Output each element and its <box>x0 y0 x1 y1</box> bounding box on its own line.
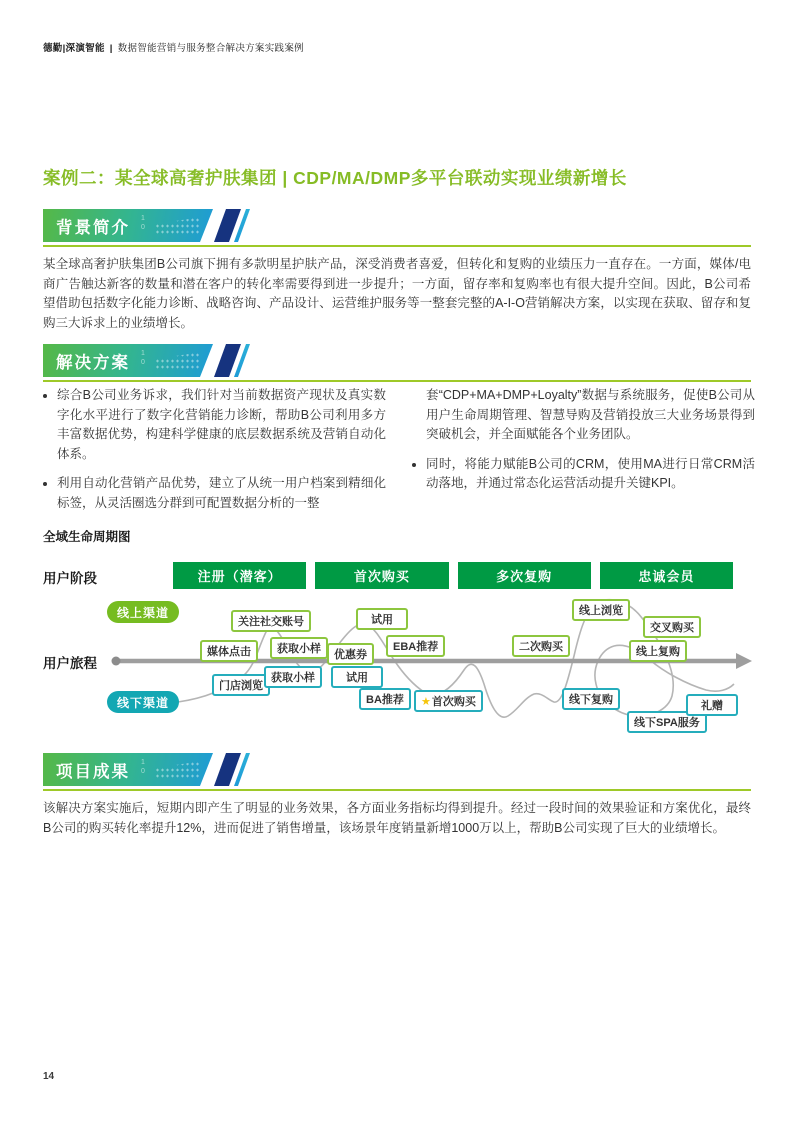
journey-node-ba-recommend: BA推荐 <box>359 688 411 710</box>
journey-arrowhead-icon <box>736 653 752 669</box>
journey-start-dot <box>112 657 121 666</box>
brand-name: 德勤|深演智能 <box>43 43 105 54</box>
journey-node-cross-purchase: 交叉购买 <box>643 616 701 638</box>
journey-node-online-browse: 线上浏览 <box>572 599 630 621</box>
stage-first-purchase: 首次购买 <box>315 562 448 589</box>
stage-row-label: 用户阶段 <box>43 571 97 586</box>
stage-repeat-purchase: 多次复购 <box>458 562 591 589</box>
journey-node-first-purchase-milestone <box>414 690 483 712</box>
stage-register: 注册（潜客） <box>173 562 306 589</box>
journey-node-offline-repurchase: 线下复购 <box>562 688 620 710</box>
section-heading-results: 项目成果 <box>56 762 130 781</box>
section-rule <box>43 789 751 791</box>
journey-node-gift: 礼赠 <box>686 694 738 716</box>
milestone-label: 首次购买 <box>431 696 476 708</box>
deco-digit: 1 <box>141 759 146 766</box>
deco-digit: 0 <box>141 359 146 366</box>
page-title: 案例二：某全球高奢护肤集团 | CDP/MA/DMP多平台联动实现业绩新增长 <box>43 168 627 188</box>
diagram-title: 全域生命周期图 <box>43 530 131 544</box>
header-subtitle: 数据智能营销与服务整合解决方案实践案例 <box>117 43 304 54</box>
section-heading-background: 背景简介 <box>56 218 130 237</box>
solution-bullet: • 同时，将能力赋能B公司的CRM，使用MA进行日常CRM活动落地，并通过常态化运营活动提升关键KPI。 <box>426 455 755 494</box>
deco-digit: 1 <box>141 350 146 357</box>
solution-continuation: 套“CDP+MA+DMP+Loyalty”数据与系统服务，促使B公司从用户生命周期管理、智慧导购及营销投放三大业务场景得到突破机会，并全面赋能各个业务团队。 <box>426 388 755 441</box>
offline-channel-pill: 线下渠道 <box>107 691 179 713</box>
section-heading-solution: 解决方案 <box>56 353 130 372</box>
solution-bullet: • 利用自动化营销产品优势，建立了从统一用户档案到精细化标签，从灵活圈选分群到可配置数据分析的一整 <box>57 474 386 513</box>
journey-node-get-sample-online: 获取小样 <box>270 637 328 659</box>
header-divider: | <box>109 43 113 54</box>
deco-digit: 1 <box>141 215 146 222</box>
journey-node-media-click: 媒体点击 <box>200 640 258 662</box>
section-banner-results <box>43 753 253 786</box>
journey-node-online-repurchase: 线上复购 <box>629 640 687 662</box>
journey-node-follow-social: 关注社交账号 <box>231 610 311 632</box>
page-number: 14 <box>43 1071 55 1082</box>
deco-digit: 0 <box>141 224 146 231</box>
journey-node-get-sample-offline: 获取小样 <box>264 666 322 688</box>
solution-bullet: • 综合B公司业务诉求，我们针对当前数据资产现状及真实数字化水平进行了数字化营销能力诊断，帮助B公司利用多方丰富数据优势，构建科学健康的底层数据系统及营销自动化体系。 <box>57 386 386 464</box>
online-channel-pill: 线上渠道 <box>107 601 179 623</box>
stage-loyal-member: 忠诚会员 <box>600 562 733 589</box>
journey-node-trial-online: 试用 <box>356 608 408 630</box>
journey-row-label: 用户旅程 <box>43 656 97 671</box>
journey-node-eba-recommend: EBA推荐 <box>386 635 445 657</box>
star-icon: ★ <box>421 696 431 708</box>
journey-node-trial-offline: 试用 <box>331 666 383 688</box>
deco-digit: 0 <box>141 768 146 775</box>
journey-node-offline-spa: 线下SPA服务 <box>627 711 707 733</box>
results-body: 该解决方案实施后，短期内即产生了明显的业务效果，各方面业务指标均得到提升。经过一段时间的效果验证和方案优化，最终B公司的购买转化率提升12%，进而促进了销售增量，该场景年度销量新增1000万以上，帮助B公司实现了巨大的业绩增长。 <box>43 801 751 835</box>
journey-node-store-browse: 门店浏览 <box>212 674 270 696</box>
journey-node-coupon: 优惠券 <box>327 643 374 665</box>
background-body: 某全球高奢护肤集团B公司旗下拥有多款明星护肤产品，深受消费者喜爱，但转化和复购的业绩压力一直存在。一方面，媒体/电商广告触达新客的数量和潜在客户的转化率需要得到进一步提升；一方面，留存率和复购率也有很大提升空间。因此，B公司希望借助包括数字化能力诊断、战略咨询、产品设计、运营维护服务等一整套完整的A-I-O营销解决方案，以实现在获取、留存和复购三大诉求上的业绩增长。 <box>43 257 751 330</box>
journey-node-second-purchase: 二次购买 <box>512 635 570 657</box>
